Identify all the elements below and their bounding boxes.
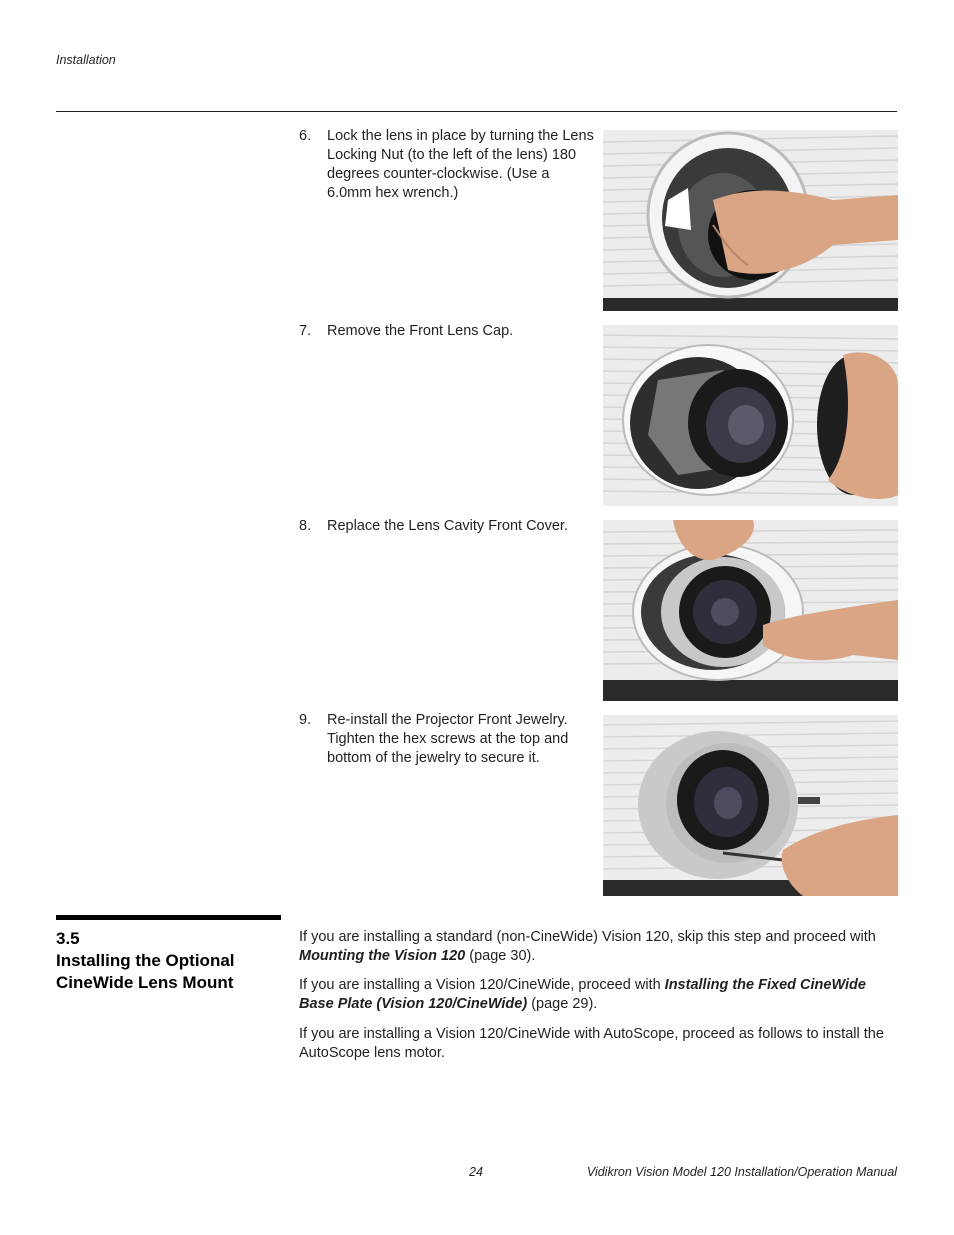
section-heading: [56, 928, 286, 994]
manual-title: Vidikron Vision Model 120 Installation/Operation Manual: [586, 1165, 897, 1179]
step-9: [299, 711, 594, 768]
p1-text: If you are installing a standard (non-CineWide) Vision 120, skip this step and proceed with: [299, 929, 876, 945]
p2-page: (page 29).: [527, 996, 598, 1012]
step-number: 9.: [299, 712, 312, 728]
header-rule: [56, 111, 897, 112]
section-number: 3.5: [56, 929, 80, 948]
step-7: [299, 322, 594, 341]
step-6: [299, 127, 594, 203]
lens-cap-photo-illustration: [603, 325, 898, 506]
section-bar: [56, 915, 281, 920]
step-number: 6.: [299, 128, 312, 144]
section-title-line1: Installing the Optional: [56, 951, 235, 970]
link-mounting-vision-120[interactable]: Mounting the Vision 120: [299, 948, 466, 964]
photo-lock-lens: [603, 130, 898, 311]
paragraph-autoscope: If you are installing a Vision 120/CineWide with AutoScope, proceed as follows to install the AutoScope lens motor.: [299, 1026, 884, 1061]
p2-text: If you are installing a Vision 120/CineWide, proceed with: [299, 977, 665, 993]
paragraph-cinewide: [299, 976, 899, 1014]
step-text: Remove the Front Lens Cap.: [327, 323, 514, 339]
photo-replace-front-cover: [603, 520, 898, 701]
photo-remove-lens-cap: [603, 325, 898, 506]
section-title-line2: CineWide Lens Mount: [56, 973, 234, 992]
p1-page: (page 30).: [465, 948, 536, 964]
link-fixed-cinewide-base-plate[interactable]: Installing the Fixed CineWide Base Plate (Vision 120/CineWide): [299, 977, 866, 1012]
photo-reinstall-jewelry: [603, 715, 898, 896]
step-8: [299, 517, 594, 536]
running-head: Installation: [56, 53, 116, 67]
lens-locking-photo-illustration: [603, 130, 898, 311]
step-text: Replace the Lens Cavity Front Cover.: [327, 518, 568, 534]
page-number: 24: [469, 1165, 483, 1179]
paragraph-standard-vision: [299, 928, 899, 966]
step-number: 8.: [299, 518, 312, 534]
step-number: 7.: [299, 323, 312, 339]
front-jewelry-photo-illustration: [603, 715, 898, 896]
step-text: Re-install the Projector Front Jewelry. Tighten the hex screws at the top and bottom of the jewelry to secure it.: [327, 712, 569, 766]
front-cover-photo-illustration: [603, 520, 898, 701]
step-text: Lock the lens in place by turning the Lens Locking Nut (to the left of the lens) 180 degrees counter-clockwise. (Use a 6.0mm hex wrench.): [327, 128, 594, 201]
